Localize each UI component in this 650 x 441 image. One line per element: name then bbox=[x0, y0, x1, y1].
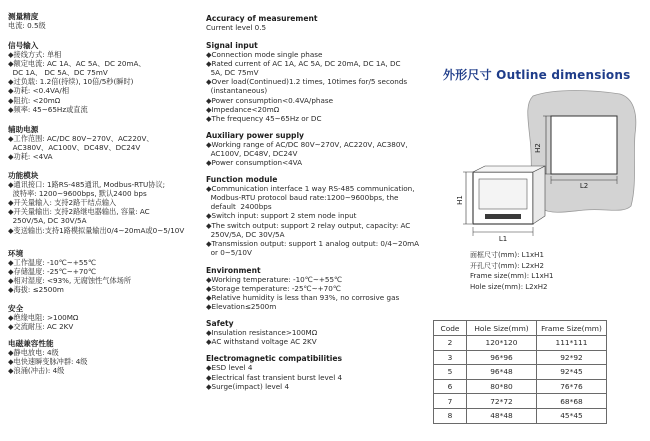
spec-line: ◆Insulation resistance>100MΩ bbox=[206, 328, 318, 338]
dimension-line: 开孔尺寸(mm): L2xH2 bbox=[470, 261, 544, 270]
table-row bbox=[434, 365, 607, 380]
en-section-function bbox=[206, 175, 422, 257]
en-section-emc bbox=[206, 354, 422, 390]
dimension-line: Frame size(mm): L1xH1 bbox=[470, 272, 554, 280]
spec-line: ◆Transmission output: support 1 analog output: 0/4~20mA bbox=[206, 238, 420, 248]
spec-line: ◆Storage temperature: -25℃~+70℃ bbox=[206, 283, 341, 293]
spec-line: (instantaneous) bbox=[206, 86, 268, 96]
spec-line: ◆绝缘电阻: >100MΩ bbox=[8, 312, 79, 322]
dimension-line: 面框尺寸(mm): L1xH1 bbox=[470, 251, 544, 259]
section-title: Accuracy of measurement bbox=[206, 14, 318, 23]
spec-line: ◆The switch output: support 2 relay output, capacity: AC bbox=[206, 220, 411, 230]
meter-body-top bbox=[473, 166, 545, 172]
column-header-code: Code bbox=[434, 321, 467, 336]
spec-line: default 2400bps bbox=[206, 202, 272, 212]
en-section-safety bbox=[206, 319, 422, 346]
en-section-environment bbox=[206, 266, 422, 311]
spec-line: 250V/5A, DC 30V/5A bbox=[206, 229, 285, 239]
hole-size-cell: 96*96 bbox=[467, 350, 537, 365]
cn-section-aux-power bbox=[8, 125, 204, 161]
hole-size-cell: 120*120 bbox=[467, 336, 537, 351]
hole-size-cell: 48*48 bbox=[467, 408, 537, 423]
spec-line: ◆ESD level 4 bbox=[206, 363, 253, 373]
spec-line: ◆Communication interface 1 way RS-485 communication, bbox=[206, 184, 415, 194]
meter-body-side bbox=[533, 166, 545, 224]
section-title: 环境 bbox=[8, 248, 24, 258]
en-section-aux-power bbox=[206, 131, 422, 167]
spec-line: ◆Rated current of AC 1A, AC 5A, DC 20mA, DC 1A, DC bbox=[206, 59, 401, 69]
spec-line: ◆功耗: <0.4VA/相 bbox=[8, 86, 70, 96]
section-title: Safety bbox=[206, 319, 234, 329]
spec-line: ◆海拔: ≤2500m bbox=[8, 284, 64, 294]
panel-hole bbox=[551, 116, 617, 174]
h1-label: H1 bbox=[456, 195, 464, 205]
section-title: 电磁兼容性能 bbox=[8, 339, 54, 349]
english-spec-column bbox=[206, 0, 422, 391]
outline-dimensions-drawing bbox=[455, 84, 645, 244]
spec-line: 5A, DC 75mV bbox=[206, 68, 259, 78]
spec-line: ◆Switch input: support 2 stem node input bbox=[206, 211, 357, 221]
spec-line: Modbus-RTU protocol baud rate:1200~9600bps, the bbox=[206, 193, 399, 203]
cn-section-emc bbox=[8, 339, 204, 375]
section-title: 信号输入 bbox=[8, 41, 39, 51]
section-title: Environment bbox=[206, 265, 261, 275]
spec-line: ◆Relative humidity is less than 93%, no corrosive gas bbox=[206, 293, 400, 303]
table-row bbox=[434, 350, 607, 365]
en-section-accuracy bbox=[206, 14, 422, 32]
frame-size-cell: 92*45 bbox=[537, 365, 607, 380]
cn-section-safety bbox=[8, 304, 204, 331]
spec-line: ◆AC withstand voltage AC 2KV bbox=[206, 337, 317, 347]
cn-section-function bbox=[8, 171, 204, 235]
spec-line: ◆存储温度: -25℃~+70℃ bbox=[8, 266, 97, 276]
section-title: 测量精度 bbox=[8, 12, 39, 21]
section-title: 安全 bbox=[8, 303, 24, 313]
hole-size-cell: 80*80 bbox=[467, 379, 537, 394]
spec-line: ◆额定电流: AC 1A、AC 5A、DC 20mA、 bbox=[8, 59, 146, 69]
column-header-hole-size: Hole Size(mm) bbox=[467, 321, 537, 336]
table-row bbox=[434, 394, 607, 409]
spec-line: ◆Over load(Continued)1.2 times, 10times for/5 seconds bbox=[206, 77, 408, 87]
table-header-row bbox=[434, 321, 607, 336]
h2-label: H2 bbox=[534, 143, 542, 153]
table-row bbox=[434, 408, 607, 423]
hole-size-cell: 96*48 bbox=[467, 365, 537, 380]
spec-line: ◆阻抗: <20mΩ bbox=[8, 95, 61, 105]
size-table bbox=[433, 320, 607, 424]
spec-line: ◆Impedance<20mΩ bbox=[206, 104, 280, 114]
code-cell: 8 bbox=[434, 408, 467, 423]
frame-size-cell: 68*68 bbox=[537, 394, 607, 409]
table-row bbox=[434, 336, 607, 351]
cn-section-measure-precision bbox=[8, 12, 204, 30]
section-title: Function module bbox=[206, 175, 278, 185]
spec-line: ◆Working range of AC/DC 80V~270V, AC220V, AC380V, bbox=[206, 139, 408, 149]
spec-line: ◆交流耐压: AC 2KV bbox=[8, 322, 74, 332]
spec-line: ◆功耗: <4VA bbox=[8, 151, 53, 161]
frame-size-cell: 111*111 bbox=[537, 336, 607, 351]
spec-line: ◆变送输出:支持1路模拟量输出0/4~20mA或0~5/10V bbox=[8, 225, 185, 235]
chinese-spec-column bbox=[8, 0, 204, 375]
section-title: 辅助电源 bbox=[8, 124, 39, 134]
cn-section-environment bbox=[8, 249, 204, 294]
spec-line: ◆Power consumption<0.4VA/phase bbox=[206, 95, 334, 105]
frame-size-cell: 45*45 bbox=[537, 408, 607, 423]
l1-label: L1 bbox=[498, 235, 508, 243]
outline-dimensions-title: 外形尺寸 Outline dimensions bbox=[443, 68, 631, 82]
spec-line: ◆电快速瞬变脉冲群: 4级 bbox=[8, 357, 88, 367]
spec-line: ◆开关量输入: 支持2路干结点输入 bbox=[8, 198, 117, 208]
frame-size-cell: 76*76 bbox=[537, 379, 607, 394]
spec-line: ◆相对湿度: <93%, 无腐蚀性气体场所 bbox=[8, 275, 132, 285]
spec-line: 波特率: 1200~9600bps, 默认2400 bps bbox=[8, 189, 147, 199]
spec-line: ◆工作温度: -10℃~+55℃ bbox=[8, 257, 97, 267]
spec-line: ◆接线方式: 单相 bbox=[8, 50, 62, 60]
spec-line: DC 1A、 DC 5A、DC 75mV bbox=[8, 68, 108, 78]
section-title: Auxiliary power supply bbox=[206, 130, 305, 140]
meter-display-window bbox=[479, 179, 527, 209]
spec-line: ◆Surge(impact) level 4 bbox=[206, 381, 290, 391]
spec-line: ◆工作范围: AC/DC 80V~270V、AC220V、 bbox=[8, 133, 154, 143]
en-section-signal-input bbox=[206, 41, 422, 123]
spec-line: ◆通讯接口: 1路RS-485通讯, Modbus-RTU协议; bbox=[8, 180, 166, 190]
section-title: Electromagnetic compatibilities bbox=[206, 354, 343, 364]
spec-line: ◆Working temperature: -10℃~+55℃ bbox=[206, 274, 343, 284]
code-cell: 7 bbox=[434, 394, 467, 409]
spec-line: ◆Elevation≤2500m bbox=[206, 302, 277, 312]
spec-line: AC380V、AC100V、DC48V、DC24V bbox=[8, 142, 141, 152]
spec-line: ◆浪涌(冲击): 4级 bbox=[8, 366, 65, 376]
cn-section-signal-input bbox=[8, 41, 204, 114]
spec-line: ◆The frequency 45~65Hz or DC bbox=[206, 113, 322, 123]
dimension-line: Hole size(mm): L2xH2 bbox=[470, 282, 548, 291]
meter-button-strip bbox=[485, 214, 521, 219]
code-cell: 3 bbox=[434, 350, 467, 365]
spec-line: 250V/5A, DC 30V/5A bbox=[8, 216, 87, 226]
hole-size-cell: 72*72 bbox=[467, 394, 537, 409]
frame-size-cell: 92*92 bbox=[537, 350, 607, 365]
spec-line: ◆频率: 45~65Hz或直流 bbox=[8, 104, 88, 114]
spec-line: Current level 0.5 bbox=[206, 23, 267, 32]
code-cell: 6 bbox=[434, 379, 467, 394]
table-row bbox=[434, 379, 607, 394]
code-cell: 2 bbox=[434, 336, 467, 351]
spec-line: ◆过负载: 1.2倍(持续), 10倍/5秒(瞬时) bbox=[8, 77, 134, 87]
section-title: 功能模块 bbox=[8, 171, 39, 181]
spec-line: 电流: 0.5级 bbox=[8, 21, 46, 30]
spec-line: ◆Connection mode single phase bbox=[206, 50, 323, 60]
spec-line: ◆静电放电: 4级 bbox=[8, 348, 59, 358]
code-cell: 5 bbox=[434, 365, 467, 380]
spec-line: ◆Electrical fast transient burst level 4 bbox=[206, 372, 343, 382]
column-header-frame-size: Frame Size(mm) bbox=[537, 321, 607, 336]
spec-line: ◆Power consumption<4VA bbox=[206, 158, 303, 168]
spec-line: or 0~5/10V bbox=[206, 247, 252, 257]
spec-line: ◆开关量输出: 支持2路继电器输出, 容量: AC bbox=[8, 207, 150, 217]
l2-label: L2 bbox=[579, 182, 589, 190]
section-title: Signal input bbox=[206, 41, 258, 51]
dimension-legend bbox=[470, 250, 554, 292]
spec-line: AC100V, DC48V, DC24V bbox=[206, 148, 298, 158]
